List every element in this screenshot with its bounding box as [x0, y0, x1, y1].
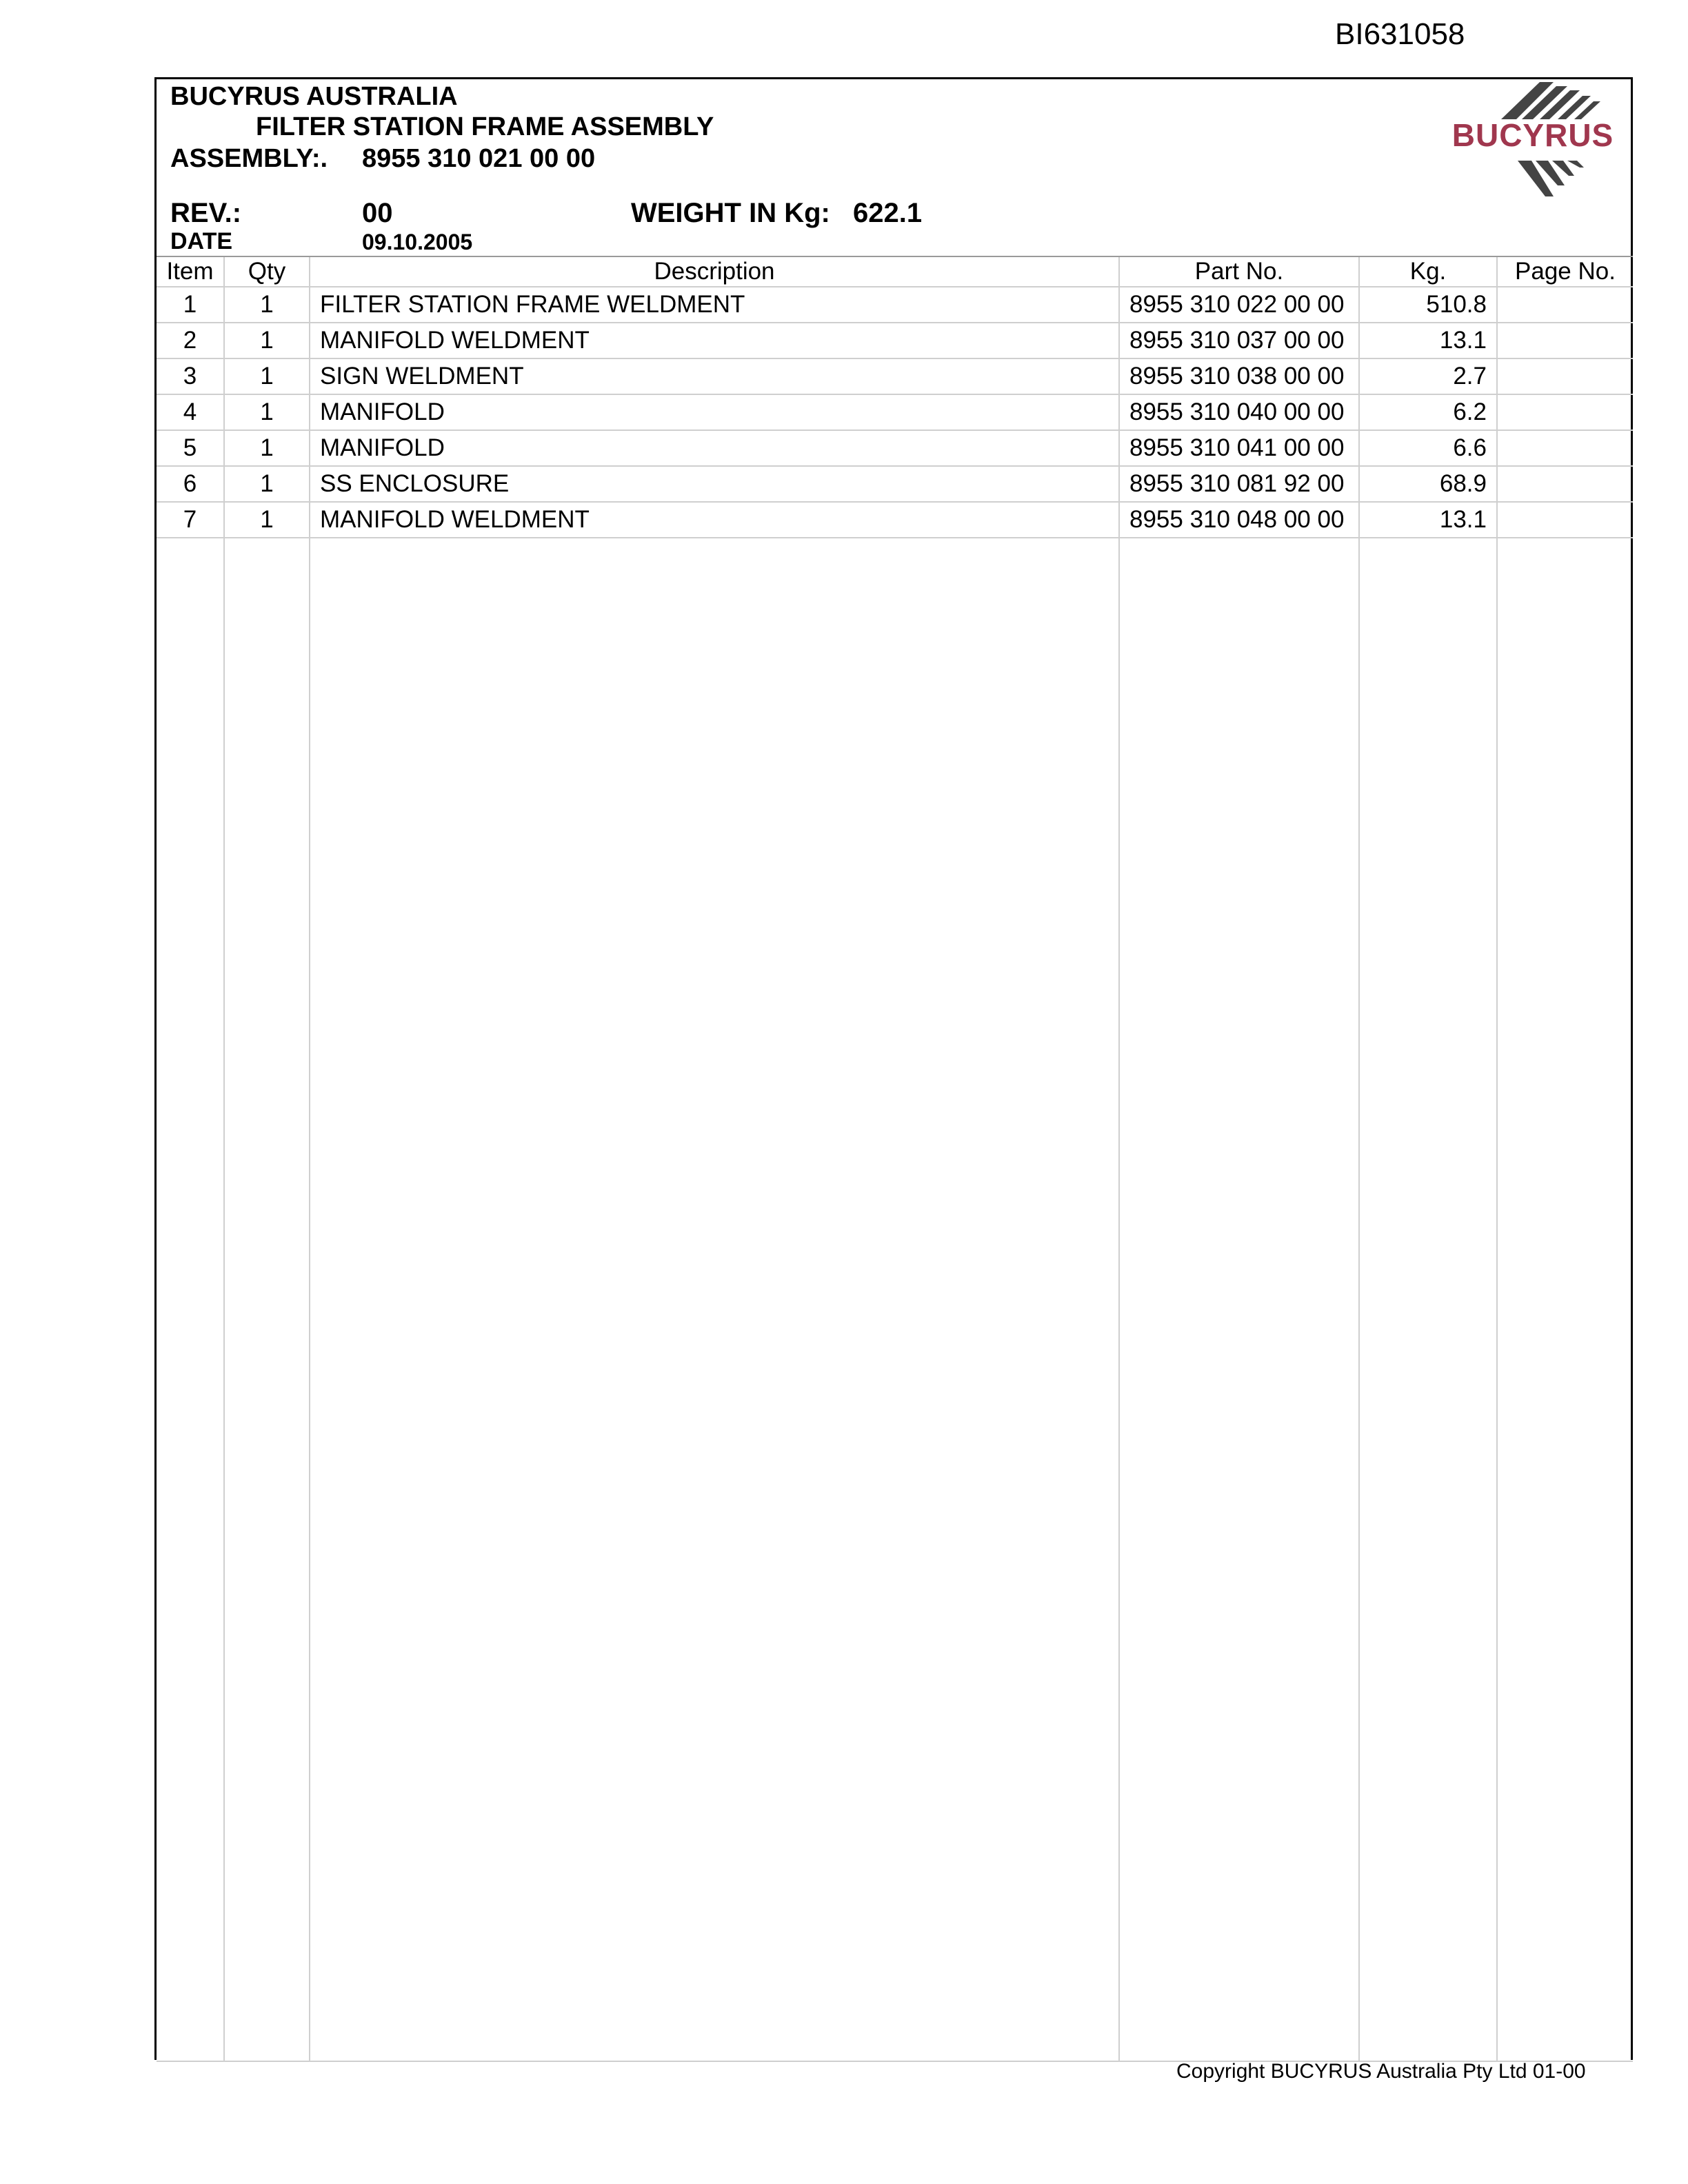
cell-kg: 13.1	[1359, 323, 1497, 358]
cell-qty: 1	[224, 394, 310, 430]
cell-description: MANIFOLD WELDMENT	[310, 323, 1119, 358]
cell-description: MANIFOLD	[310, 394, 1119, 430]
assembly-number: 8955 310 021 00 00	[362, 144, 596, 173]
table-row	[157, 502, 1633, 538]
revision-label: REV.:	[170, 198, 242, 228]
table-row	[157, 323, 1633, 358]
cell-qty: 1	[224, 323, 310, 358]
cell-kg: 68.9	[1359, 466, 1497, 502]
column-header-description: Description	[310, 256, 1119, 287]
cell-kg: 13.1	[1359, 502, 1497, 538]
cell-page-no	[1497, 287, 1633, 323]
table-row	[157, 466, 1633, 502]
cell-kg: 6.2	[1359, 394, 1497, 430]
cell-qty: 1	[224, 502, 310, 538]
cell-item: 1	[157, 287, 224, 323]
cell-qty: 1	[224, 287, 310, 323]
cell-item: 6	[157, 466, 224, 502]
cell-qty: 1	[224, 430, 310, 466]
cell-qty: 1	[224, 466, 310, 502]
cell-page-no	[1497, 502, 1633, 538]
cell-part-no: 8955 310 038 00 00	[1119, 358, 1359, 394]
logo-wordmark: BUCYRUS	[1451, 117, 1614, 153]
cell-page-no	[1497, 466, 1633, 502]
table-header-row	[157, 256, 1633, 287]
cell-part-no: 8955 310 037 00 00	[1119, 323, 1359, 358]
cell-description: FILTER STATION FRAME WELDMENT	[310, 287, 1119, 323]
column-header-part-no: Part No.	[1119, 256, 1359, 287]
table-row	[157, 430, 1633, 466]
cell-part-no: 8955 310 022 00 00	[1119, 287, 1359, 323]
column-header-kg: Kg.	[1359, 256, 1497, 287]
cell-kg: 2.7	[1359, 358, 1497, 394]
cell-item: 7	[157, 502, 224, 538]
column-header-qty: Qty	[224, 256, 310, 287]
cell-qty: 1	[224, 358, 310, 394]
table-row	[157, 394, 1633, 430]
weight-value: 622.1	[853, 198, 923, 228]
cell-part-no: 8955 310 041 00 00	[1119, 430, 1359, 466]
cell-item: 5	[157, 430, 224, 466]
copyright-footer: Copyright BUCYRUS Australia Pty Ltd 01-00	[1176, 2060, 1586, 2083]
weight-label: WEIGHT IN Kg:	[631, 198, 830, 228]
cell-part-no: 8955 310 048 00 00	[1119, 502, 1359, 538]
cell-page-no	[1497, 358, 1633, 394]
bill-of-materials-table	[157, 256, 1633, 2062]
cell-part-no: 8955 310 081 92 00	[1119, 466, 1359, 502]
cell-part-no: 8955 310 040 00 00	[1119, 394, 1359, 430]
cell-description: SS ENCLOSURE	[310, 466, 1119, 502]
cell-page-no	[1497, 323, 1633, 358]
cell-page-no	[1497, 394, 1633, 430]
cell-kg: 6.6	[1359, 430, 1497, 466]
table-empty-space	[157, 538, 1633, 2061]
cell-description: MANIFOLD WELDMENT	[310, 502, 1119, 538]
column-header-item: Item	[157, 256, 224, 287]
table-row	[157, 287, 1633, 323]
assembly-label: ASSEMBLY:.	[170, 144, 328, 173]
cell-kg: 510.8	[1359, 287, 1497, 323]
cell-item: 4	[157, 394, 224, 430]
assembly-title: FILTER STATION FRAME ASSEMBLY	[256, 112, 714, 141]
revision-value: 00	[362, 198, 393, 228]
cell-page-no	[1497, 430, 1633, 466]
cell-item: 3	[157, 358, 224, 394]
cell-description: SIGN WELDMENT	[310, 358, 1119, 394]
bucyrus-logo	[1435, 79, 1631, 201]
parts-list-frame	[154, 77, 1633, 2060]
cell-item: 2	[157, 323, 224, 358]
company-name: BUCYRUS AUSTRALIA	[170, 82, 458, 111]
date-label: DATE	[170, 228, 233, 254]
document-id: BI631058	[1335, 17, 1465, 51]
table-row	[157, 358, 1633, 394]
date-value: 09.10.2005	[362, 230, 473, 254]
cell-description: MANIFOLD	[310, 430, 1119, 466]
column-header-page-no: Page No.	[1497, 256, 1633, 287]
